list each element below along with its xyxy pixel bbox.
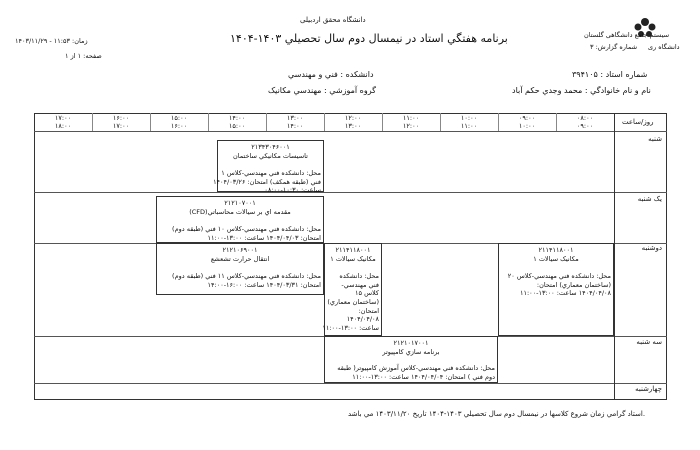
teacher-name: نام و نام خانوادگي : محمد وجدي حکم آباد (512, 86, 651, 95)
time-header: ۱۱:۰۰ ۱۲:۰۰ (402, 114, 420, 130)
time-header: ۰۹:۰۰ ۱۰:۰۰ (518, 114, 536, 130)
university-name: دانشگاه محقق اردبیلی (300, 16, 366, 24)
time-header: ۱۶:۰۰ ۱۷:۰۰ (112, 114, 130, 130)
time-header: ۱۲:۰۰ ۱۳:۰۰ (344, 114, 362, 130)
day-label-saturday: شنبه (648, 135, 662, 143)
time-header: ۱۵:۰۰ ۱۶:۰۰ (170, 114, 188, 130)
class-cell-monday-noon[interactable]: ۲۱۱۴۱۱۸۰۰۱ مکانيک سيالات ۱ محل: دانشکده فني مهندسي-کلاس ۱۵ (ساختمان معماري) امتحان: ۱۴۰۴/۰۴/۰۸ ساعت: ۱۳:۰۰-۱۱:۰۰ (324, 243, 382, 336)
page-number: صفحه: ۱ از ۱ (65, 52, 102, 60)
time-header: ۱۳:۰۰ ۱۴:۰۰ (286, 114, 304, 130)
system-name: سیستم جامع دانشگاهی گلستان (584, 31, 670, 39)
day-label-sunday: يک شنبه (637, 195, 662, 203)
time-header: ۱۰:۰۰ ۱۱:۰۰ (460, 114, 478, 130)
footer-note: استاد گرامي زمان شروع کلاسها در نيمسال دوم سال تحصيلي ۱۴۰۳-۱۴۰۴ تاريخ ۱۴۰۳/۱۱/۲۰ مي باشد. (348, 410, 646, 418)
class-cell-saturday[interactable]: ۲۱۳۴۳۰۴۶۰۰۱ تاسيسات مکانيکي ساختمان محل: دانشکده فني مهندسي-کلاس ۱ فني (طبقه همکف) امتحان: ۱۴۰۴/۰۳/۲۶ ساعت: ۱۰:۳۰-۰۸:۰۰ (217, 140, 324, 192)
print-time: زمان: ۱۱:۵۳ - ۱۴۰۳/۱۱/۲۹ (15, 37, 88, 45)
page-title: برنامه هفتگي استاد در نيمسال دوم سال تحصيلي ۱۴۰۳-۱۴۰۴ (230, 32, 508, 45)
department: گروه آموزشي : مهندسي مکانيک (268, 86, 376, 95)
time-header: ۱۷:۰۰ ۱۸:۰۰ (54, 114, 72, 130)
class-cell-monday-afternoon[interactable]: ۲۱۲۱۰۶۹۰۰۱ انتقال حرارت تشعشع محل: دانشکده فني مهندسي-کلاس ۱۱ فني (طبقه دوم) امتحان: ۱۴۰۴/۰۳/۳۱ ساعت: ۱۶:۰۰-۱۴:۰۰ (156, 243, 324, 295)
class-cell-tuesday[interactable]: ۲۱۲۱۰۱۷۰۰۱ برنامه سازي کامپيوتر محل: دانشکده فني مهندسي-کلاس آموزش کامپيوتر( طبقه دوم فني ) امتحان: ۱۴۰۴/۰۴/۰۴ ساعت: ۱۳:۰۰-۱۱:۰۰ (324, 336, 498, 383)
day-label-tuesday: سه شنبه (636, 338, 662, 346)
class-cell-monday-morning[interactable]: ۲۱۱۴۱۱۸۰۰۱ مکانيک سيالات ۱ محل: دانشکده فني مهندسي-کلاس ۲۰ (ساختمان معماري) امتحان: ۱۴۰۴/۰۴/۰۸ ساعت: ۱۳:۰۰-۱۱:۰۰ (498, 243, 614, 336)
day-label-wednesday: چهارشنبه (635, 385, 662, 393)
time-header: ۰۸:۰۰ ۰۹:۰۰ (576, 114, 594, 130)
time-header: ۱۴:۰۰ ۱۵:۰۰ (228, 114, 246, 130)
logo-caption: دانشگاه ری (648, 43, 680, 51)
teacher-number: شماره استاد : ۳۹۴۱۰۵ (572, 70, 648, 79)
schedule-table (34, 113, 667, 400)
day-label-monday: دوشنبه (641, 244, 662, 252)
faculty: دانشکده : فني و مهندسي (288, 70, 374, 79)
corner-header: روز/ساعت (622, 118, 654, 126)
class-cell-sunday[interactable]: ۲۱۲۱۰۷۰۰۱ مقدمه اي بر سيالات محاسباتي(CFD) محل: دانشکده فني مهندسي-کلاس ۱۰ فني (طبقه دوم) امتحان: ۱۴۰۴/۰۴/۰۳ ساعت: ۱۳:۰۰-۱۱:۰۰ (156, 196, 324, 243)
report-number: شماره گزارش: ۳ (590, 43, 638, 51)
